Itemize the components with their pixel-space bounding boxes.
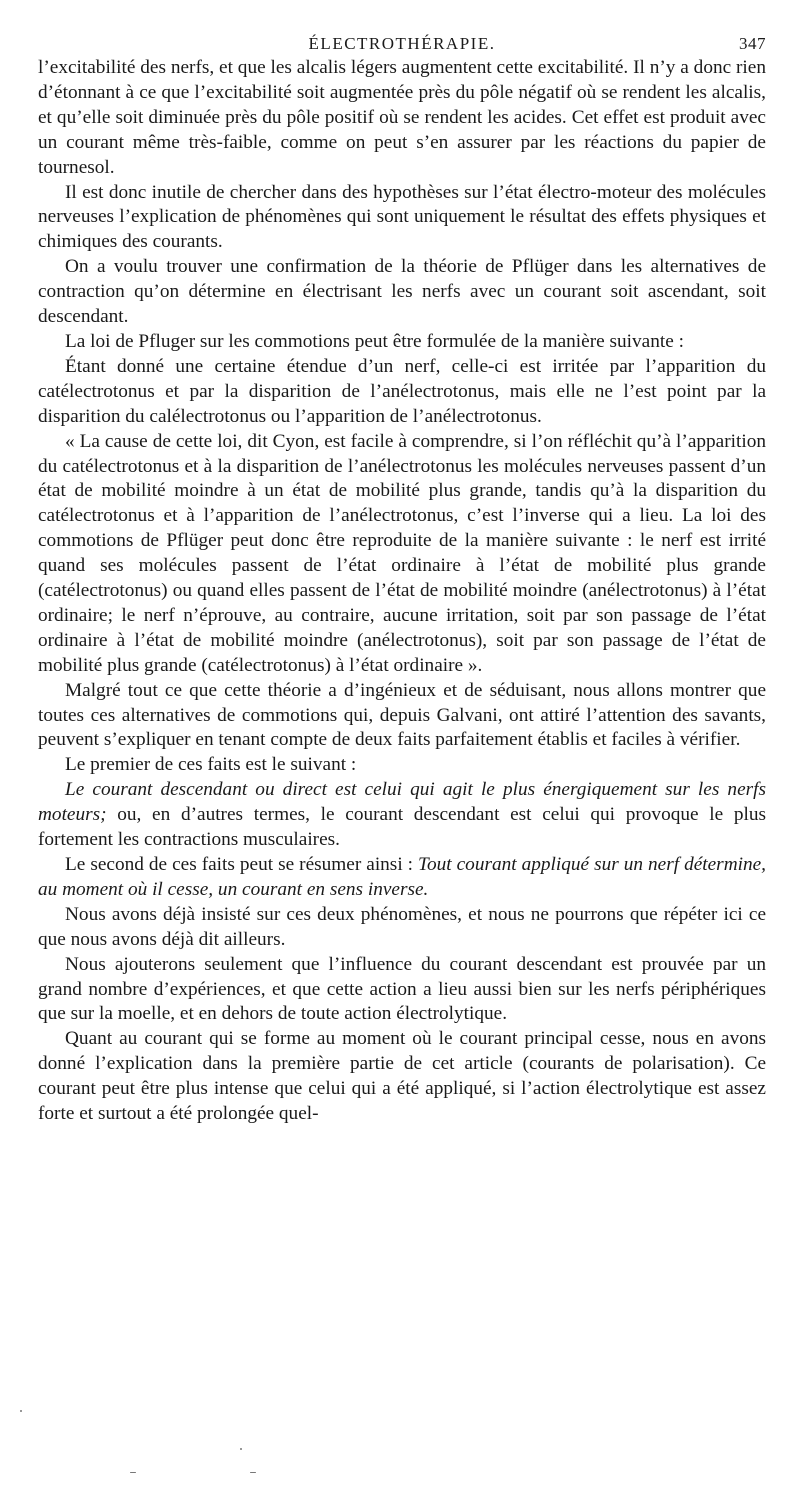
scan-speck: [250, 1472, 256, 1473]
paragraph-12-text: Nous ajouterons seulement que l’influence du courant descendant est prouvée par un grand nombre d’expériences, et que cette action a lieu aussi bien sur les nerfs périphériques que sur la moelle, et en dehors de toute action électrolytique.: [38, 953, 766, 1025]
paragraph-13-text: Quant au courant qui se forme au moment où le courant principal cesse, nous en avons donné l’explication dans la première partie de cet article (courants de polarisation). Ce courant peut être plus intense que celui qui a été appliqué, si l’action électrolytique est assez forte et surtout a été prolongée quel-: [38, 1028, 766, 1125]
paragraph-9-italic-text: Le courant descendant ou direct est celui qui agit le plus énergiquement sur les nerfs moteurs;: [38, 779, 766, 826]
paragraph-12: [38, 953, 766, 1028]
page-number: 347: [739, 34, 766, 53]
scan-speck: [20, 1410, 22, 1412]
paragraph-8: [38, 753, 766, 778]
body-text: [38, 56, 766, 1127]
paragraph-4-text: La loi de Pfluger sur les commotions peut être formulée de la manière suivante :: [65, 330, 684, 352]
paragraph-1: [38, 56, 766, 181]
paragraph-1-text: l’excitabilité des nerfs, et que les alcalis légers augmentent cette excitabilité. Il n’y a donc rien d’étonnant à ce que l’excitabilité soit augmentée près du pôle négatif où se rendent les alcalis, et qu’elle soit diminuée près du pôle positif où se rendent les acides. Cet effet est produit avec un courant même très-faible, comme on peut s’en assurer par les réactions du papier de tournesol.: [38, 57, 766, 178]
paragraph-10: [38, 853, 766, 903]
paragraph-3-text: On a voulu trouver une confirmation de la théorie de Pflüger dans les alternatives de contraction qu’on détermine en électrisant les nerfs avec un courant soit ascendant, soit descendant.: [38, 256, 766, 328]
paragraph-7: [38, 679, 766, 754]
paragraph-11: [38, 903, 766, 953]
paragraph-11-text: Nous avons déjà insisté sur ces deux phénomènes, et nous ne pourrons que répéter ici ce que nous avons déjà dit ailleurs.: [38, 903, 766, 950]
paragraph-10-italic-text: Tout courant appliqué sur un nerf détermine, au moment où il cesse, un courant en sens inverse.: [38, 854, 766, 900]
paragraph-6-quote: [38, 430, 766, 679]
paragraph-8-text: Le premier de ces faits est le suivant :: [65, 754, 357, 776]
paragraph-3: [38, 255, 766, 330]
paragraph-2: [38, 181, 766, 256]
paragraph-5: [38, 355, 766, 430]
book-page: [38, 30, 766, 1127]
scan-speck: [130, 1472, 136, 1473]
paragraph-10-text: Le second de ces faits peut se résumer ainsi :: [65, 854, 419, 875]
paragraph-2-text: Il est donc inutile de chercher dans des hypothèses sur l’état électro-moteur des molécules nerveuses l’explication de phénomènes qui sont uniquement le résultat des effets physiques et chimiques des courants.: [38, 181, 766, 253]
running-head: [38, 30, 766, 56]
paragraph-4: [38, 330, 766, 355]
scan-speck: [240, 1448, 242, 1450]
paragraph-9: [38, 778, 766, 853]
paragraph-6-text: « La cause de cette loi, dit Cyon, est facile à comprendre, si l’on réfléchit qu’à l’apparition du catélectrotonus et à la disparition de l’anélectrotonus les molécules nerveuses passent d’un état de mobilité moindre à un état de mobilité plus grande, tandis qu’à la disparition du catélectrotonus et à l’apparition de l’anélectrotonus, c’est l’inverse qui a lieu. La loi des commotions de Pflüger peut donc être reproduite de la manière suivante : le nerf est irrité quand ses molécules passent de l’état ordinaire à l’état de mobilité plus grande (catélectrotonus) ou quand elles passent de l’état de mobilité moindre (anélectrotonus) à l’état ordinaire; le nerf n’éprouve, au contraire, aucune irritation, soit par son passage de l’état ordinaire à l’état de mobilité moindre (anélectrotonus), soit par son passage de l’état de mobilité plus grande (catélectrotonus) à l’état ordinaire ».: [38, 430, 766, 676]
paragraph-7-text: Malgré tout ce que cette théorie a d’ingénieux et de séduisant, nous allons montrer que toutes ces alternatives de commotions qui, depuis Galvani, ont attiré l’attention des savants, peuvent s’expliquer en tenant compte de deux faits parfaitement établis et faciles à vérifier.: [38, 679, 766, 751]
paragraph-5-text: Étant donné une certaine étendue d’un nerf, celle-ci est irritée par l’apparition du catélectrotonus et par la disparition de l’anélectrotonus, mais elle ne l’est point par la disparition du calélectrotonus ou l’apparition de l’anélectrotonus.: [38, 355, 766, 427]
running-title: ÉLECTROTHÉRAPIE.: [308, 34, 496, 53]
paragraph-9-text: ou, en d’autres termes, le courant descendant est celui qui provoque le plus fortement les contractions musculaires.: [38, 804, 766, 851]
paragraph-13: [38, 1027, 766, 1127]
